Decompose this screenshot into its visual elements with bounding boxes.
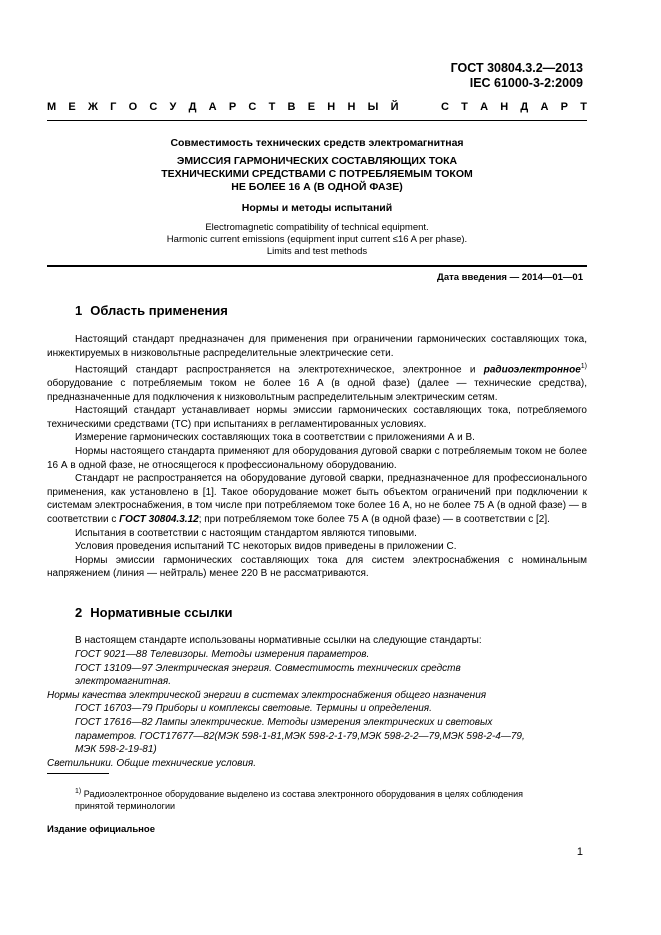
paragraph [47, 472, 587, 526]
banner-letter: Й [390, 101, 399, 113]
paragraph: Испытания в соответствии с настоящим стандартом являются типовыми. [75, 527, 417, 539]
banner-gap [411, 101, 429, 113]
title-rule [47, 265, 587, 267]
banner-letter: Н [327, 101, 336, 113]
banner-letter: Д [188, 101, 197, 113]
standard-reference: ГОСТ 30804.3.12 [119, 514, 199, 526]
interstate-standard-banner [47, 101, 587, 113]
footnote-mark: 1) [75, 788, 82, 795]
title-line-3: ТЕХНИЧЕСКИМИ СРЕДСТВАМИ С ПОТРЕБЛЯЕМЫМ ТОКОМ [161, 168, 473, 180]
emphasis-term: радиоэлектронное [483, 364, 581, 376]
references-intro [47, 634, 587, 648]
paragraph-text: Стандарт не распространяется на оборудование дуговой сварки, предназначенное для профессионального применения, как установлено в [1]. Такое оборудование может быть объектом ограничений при подключении к системам электроснабжения, в том числе при потребляемом токе более 16 А, но не более 75 А (в одной фазе) — в соответствии с [47, 473, 587, 526]
section-1-heading [75, 303, 228, 318]
section-title: Нормативные ссылки [90, 605, 233, 620]
standard-number: ГОСТ 30804.3.2—2013 [450, 61, 583, 75]
page-number: 1 [576, 846, 583, 858]
footnote-line [75, 786, 590, 800]
title-line-1: Совместимость технических средств электромагнитная [170, 137, 464, 149]
banner-letter: О [128, 101, 138, 113]
english-title-2: Harmonic current emissions (equipment input current ≤16 A per phase). [166, 234, 468, 245]
footnote-text: Радиоэлектронное оборудование выделено из состава электронного оборудования в целях соблюдения [81, 789, 524, 799]
introduction-date: Дата введения — 2014—01—01 [437, 272, 583, 283]
reference-item: Нормы качества электрической энергии в системах электроснабжения общего назначения [47, 689, 487, 701]
banner-letter: С [440, 101, 449, 113]
paragraph-text: оборудование с потребляемым током не более 16 А (в одной фазе) (далее — технические средства), предназначенные для подключения к низковольтным распределительным электрическим сетям. [47, 378, 587, 403]
footnote-rule [47, 773, 109, 774]
reference-item: электромагнитная. [75, 676, 172, 688]
paragraph-text: Настоящий стандарт распространяется на электротехническое, электронное и [75, 364, 484, 376]
banner-letter: Р [560, 101, 568, 113]
banner-letter: М [47, 101, 57, 113]
reference-item: МЭК 598-2-19-81) [75, 744, 157, 756]
paragraph: Нормы настоящего стандарта применяют для оборудования дуговой сварки с потребляемым током не более 16 А в одной фазе, не относящегося к профессиональному оборудованию. [47, 446, 587, 471]
title-line-2: ЭМИССИЯ ГАРМОНИЧЕСКИХ СОСТАВЛЯЮЩИХ ТОКА [176, 155, 458, 167]
header-rule [47, 120, 587, 121]
banner-letter: Т [268, 101, 276, 113]
reference-item: ГОСТ 16703—79 Приборы и комплексы световые. Термины и определения. [75, 703, 432, 715]
references-list [47, 648, 587, 770]
english-title-3: Limits and test methods [266, 246, 368, 257]
section-1-body [47, 333, 587, 581]
iec-number: IEC 61000-3-2:2009 [469, 76, 583, 90]
paragraph: Условия проведения испытаний ТС некоторых видов приведены в приложении С. [75, 541, 457, 553]
banner-letter: В [287, 101, 296, 113]
section-number: 1 [75, 303, 83, 318]
banner-letter: А [540, 101, 549, 113]
banner-letter: Т [461, 101, 468, 113]
title-line-4: НЕ БОЛЕЕ 16 А (В ОДНОЙ ФАЗЕ) [231, 181, 403, 193]
english-title-1: Electromagnetic compatibility of technical equipment. [205, 222, 429, 233]
reference-item: ГОСТ 9021—88 Телевизоры. Методы измерения параметров. [75, 649, 370, 660]
banner-letter: Ы [367, 101, 379, 113]
official-edition-label: Издание официальное [47, 824, 155, 835]
paragraph: Настоящий стандарт предназначен для применения при ограничении гармонических составляющих тока, инжектируемых в низковольтные распределительные электрические сети. [47, 334, 587, 359]
reference-item: ГОСТ 13109—97 Электрическая энергия. Совместимость технических средств [75, 662, 461, 674]
paragraph [47, 360, 587, 404]
reference-item: параметров. ГОСТ17677—82(МЭК 598-1-81,МЭК 598-2-1-79,МЭК 598-2-2—79,МЭК 598-2-4—79, [75, 730, 525, 742]
footnote [75, 786, 590, 812]
banner-letter: Е [307, 101, 316, 113]
banner-letter: Г [110, 101, 117, 113]
banner-letter: Н [500, 101, 509, 113]
banner-letter: Ж [87, 101, 98, 113]
paragraph-text: ; при потребляемом токе более 75 А (в одной фазе) — в соответствии с [2]. [198, 514, 550, 526]
paragraph: Настоящий стандарт устанавливает нормы эмиссии гармонических составляющих тока, потребляемого техническими средствами (ТС) при испытаниях в регламентированных условиях. [47, 405, 587, 430]
banner-letter: Т [580, 101, 587, 113]
section-number: 2 [75, 605, 83, 620]
footnote-ref[interactable]: 1) [580, 363, 587, 371]
banner-letter: А [480, 101, 489, 113]
banner-letter: Д [520, 101, 529, 113]
banner-letter: Р [228, 101, 237, 113]
title-subtitle: Нормы и методы испытаний [241, 202, 393, 214]
banner-letter: С [149, 101, 158, 113]
paragraph: В настоящем стандарте использованы нормативные ссылки на следующие стандарты: [75, 635, 482, 646]
reference-item: Светильники. Общие технические условия. [47, 757, 257, 769]
banner-letter: С [248, 101, 257, 113]
banner-letter: Н [347, 101, 356, 113]
banner-letter: Е [68, 101, 76, 113]
banner-letter: А [208, 101, 217, 113]
paragraph: Измерение гармонических составляющих тока в соответствии с приложениями А и В. [75, 432, 475, 444]
footnote-line: принятой терминологии [75, 801, 176, 811]
paragraph: Нормы эмиссии гармонических составляющих тока для систем электроснабжения с номинальным напряжением (линия — нейтраль) менее 220 В не рассматриваются. [47, 554, 587, 580]
reference-item: ГОСТ 17616—82 Лампы электрические. Методы измерения электрических и световых [75, 716, 493, 728]
section-title: Область применения [90, 303, 228, 318]
section-2-heading [75, 605, 232, 620]
banner-letter: У [169, 101, 177, 113]
